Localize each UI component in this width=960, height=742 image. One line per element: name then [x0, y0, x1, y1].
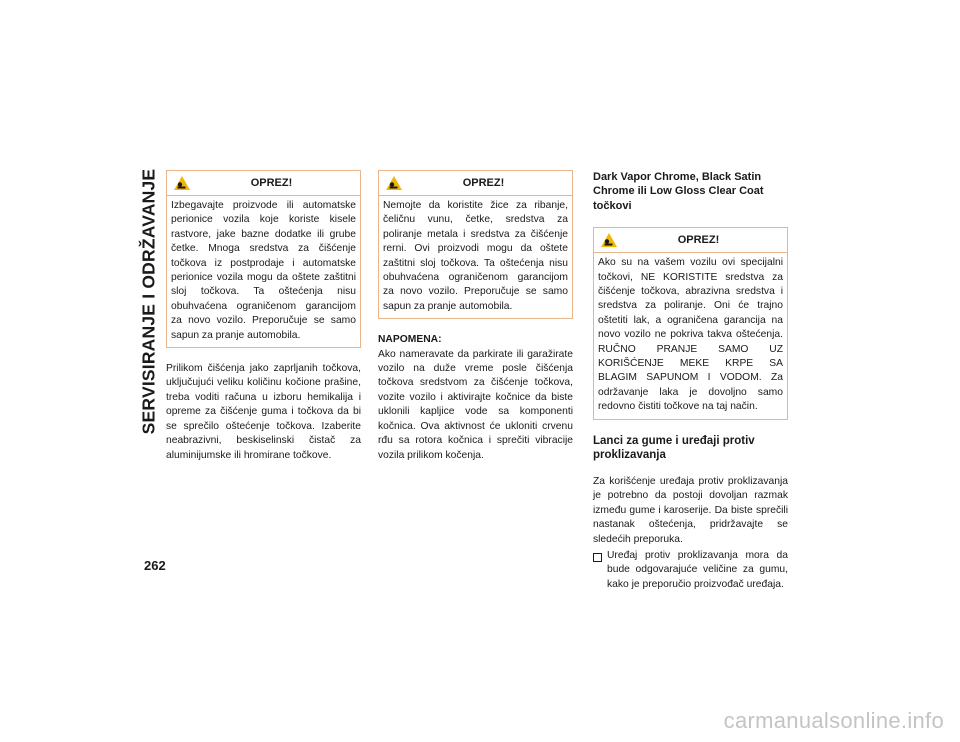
warning-icon	[600, 232, 618, 248]
caution-header	[594, 228, 787, 253]
checkbox-bullet-icon	[593, 553, 602, 562]
caution-title: OPREZ!	[462, 177, 505, 189]
column-3	[593, 170, 788, 592]
list-item	[593, 549, 788, 592]
warning-icon	[173, 175, 191, 191]
note-text: Ako nameravate da parkirate ili garažirate vozilo na duže vreme posle čišćenja točkova sredstvom za čišćenje točkova, vozite vozilo i aktivirajte kočnice da biste uklonili kapljice vode sa komponenti kočnica. Ova aktivnost će ukloniti crvenu rđu sa rotora kočnica i sprečiti vibracije vozila prilikom kočenja.	[378, 348, 573, 461]
section-side-title	[136, 168, 162, 434]
watermark: carmanualsonline.info	[723, 708, 944, 733]
caution-text: Ako su na vašem vozilu ovi specijalni točkovi, NE KORISTITE sredstva za čišćenje točkova, abrazivna sredstva i sredstva za poliranje. Oni će trajno oštetiti lak, a ograničena garancija na novo vozilo ne pokriva takva oštećenja. RUČNO PRANJE SAMO UZ KORIŠĆENJE MEKE KRPE SA BLAGIM SAPUNOM I VODOM. Za održavanje laka je dovoljno samo redovno čistiti točkove na taj način.	[598, 257, 783, 413]
column-2	[378, 170, 573, 463]
caution-box	[378, 170, 573, 319]
list-item-text: Uređaj protiv proklizavanja mora da bude odgovarajuće veličine za gumu, kako je preporučio proizvođač uređaja.	[607, 549, 788, 590]
subheading: Dark Vapor Chrome, Black Satin Chrome ili Low Gloss Clear Coat točkovi	[593, 171, 764, 212]
section-heading: Lanci za gume i uređaji protiv proklizavanja	[593, 434, 755, 462]
caution-box	[166, 170, 361, 348]
warning-icon	[385, 175, 403, 191]
body-paragraph: Za korišćenje uređaja protiv proklizavanja je potrebno da postoji dovoljan razmak između gume i karoserije. Da biste sprečili nastanak oštećenja, pridržavajte se sledećih preporuka.	[593, 475, 788, 545]
caution-box	[593, 227, 788, 419]
caution-title: OPREZ!	[677, 234, 720, 247]
caution-text: Nemojte da koristite žice za ribanje, čeličnu vunu, četke, sredstva za poliranje metala i sredstva za čišćenje rerni. Ovi proizvodi mogu da oštete zaštitni sloj točkova. Ta oštećenja nisu obuhvaćena ograničenom garancijom za novo vozilo. Preporučuje se samo sapun za pranje automobila.	[383, 200, 568, 312]
caution-text: Izbegavajte proizvode ili automatske perionice vozila koje koriste kisele rastvore, jake bazne dodatke ili grube četke. Mnoga sredstva za čišćenje točkova iz postprodaje i automatske perionice vozila mogu da oštete zaštitni sloj točkova. Ta oštećenja nisu obuhvaćena ograničenom garancijom za novo vozilo. Preporučuje se samo sapun za pranje automobila.	[171, 200, 356, 341]
section-title-text: SERVISIRANJE I ODRŽAVANJE	[138, 168, 159, 434]
caution-title: OPREZ!	[250, 177, 293, 189]
column-1	[166, 170, 361, 463]
caution-header	[379, 171, 572, 196]
caution-header	[167, 171, 360, 196]
note-label: NAPOMENA:	[378, 334, 442, 346]
body-paragraph: Prilikom čišćenja jako zaprljanih točkova, uključujući veliku količinu kočione prašine, treba voditi računa u izboru hemikalija i opreme za čišćenje guma i točkova da bi se sprečilo oštećenje točkova. Izaberite neabrazivni, beskiselinski čistač za aluminijumske ili hromirane točkove.	[166, 363, 361, 461]
page-number: 262	[144, 558, 166, 573]
